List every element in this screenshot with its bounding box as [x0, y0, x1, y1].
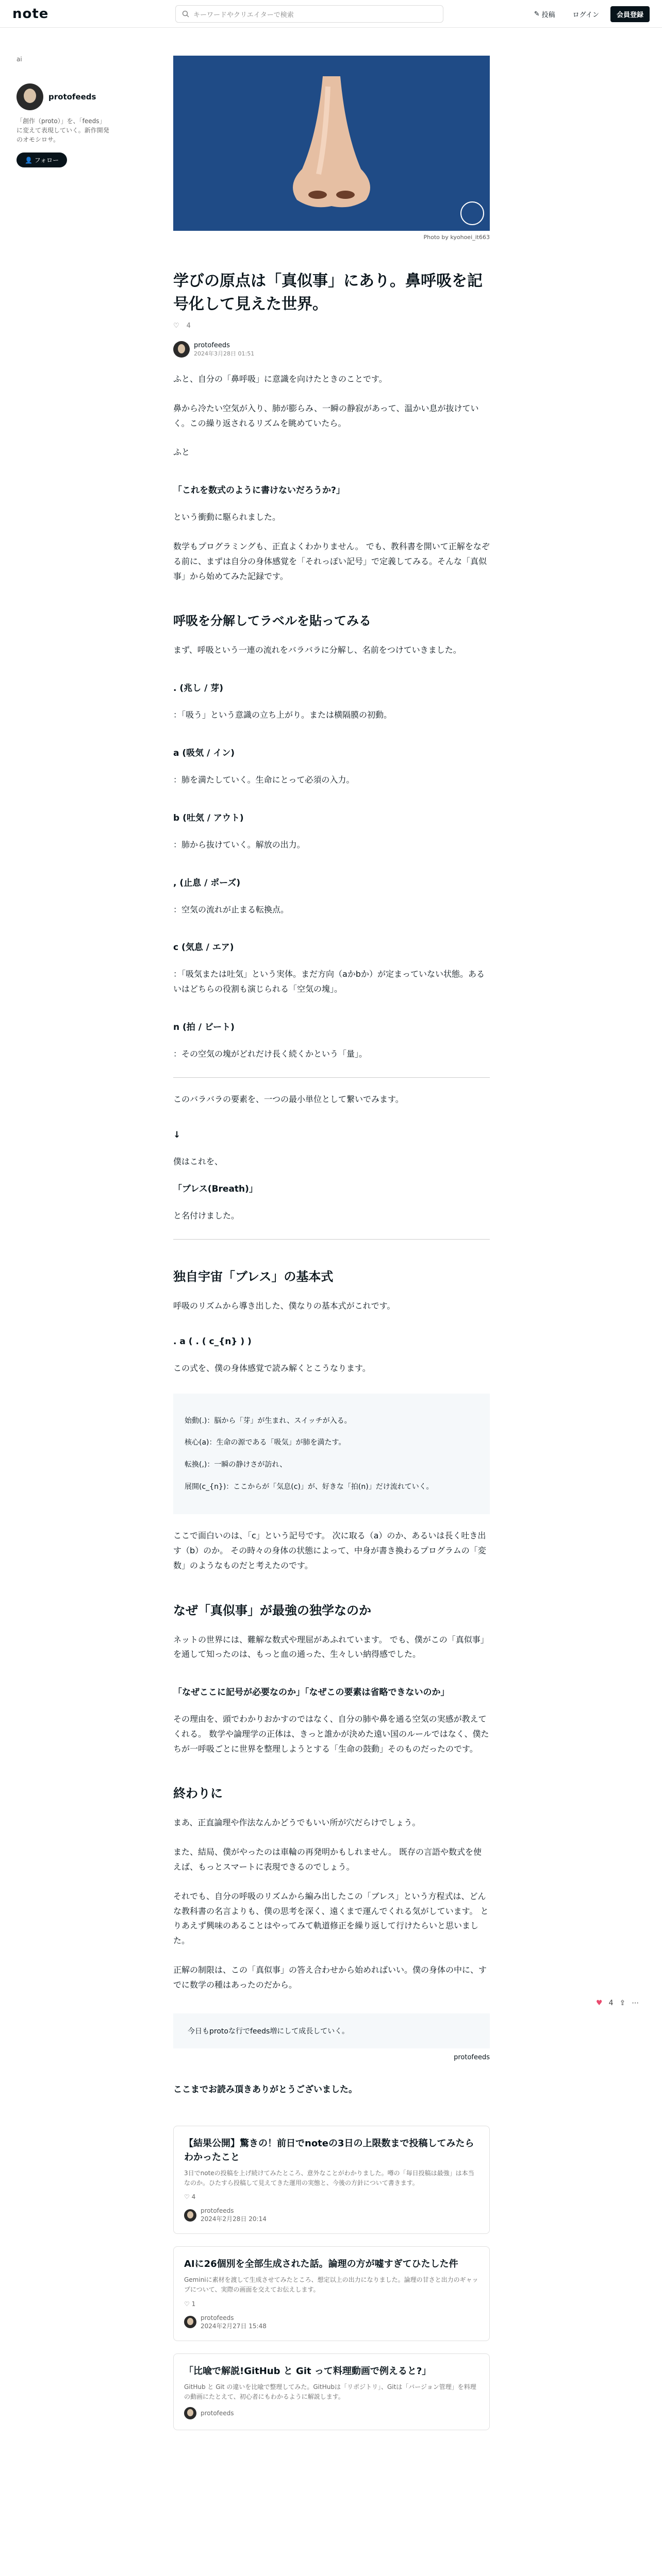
- article-title: 学びの原点は「真似事」にあり。鼻呼吸を記号化して見えた世界。: [173, 272, 483, 313]
- formula-line: 展開(c_{n})：ここからが「気息(c)」が、好きな「拍(n)」だけ流れていく。: [185, 1482, 434, 1491]
- thanks-text: ここまでお読み頂きありがとうございました。: [173, 2084, 357, 2095]
- signature: protofeeds: [454, 2053, 490, 2061]
- quote-box: 今日もprotoな行でfeeds増にして成長していく。: [173, 2013, 490, 2048]
- section-heading: 独自宇宙「ブレス」の基本式: [173, 1269, 334, 1284]
- paragraph: この式を、僕の身体感覚で読み解くとこうなります。: [173, 1363, 371, 1373]
- related-snippet: Geminiに素材を渡して生成させてみたところ、想定以上の出力になりました。論理の甘さと出力のギャップについて、実際の画面を交えてお伝えします。: [184, 2276, 478, 2294]
- subheading: , (止息 / ポーズ): [173, 877, 241, 888]
- subheading: 「ブレス(Breath)」: [173, 1184, 258, 1195]
- paragraph: ふと、自分の「鼻呼吸」に意識を向けたときのことです。: [173, 374, 387, 384]
- paragraph: ：肺を満たしていく。生命にとって必須の入力。: [173, 774, 355, 785]
- paragraph: ネットの世界には、難解な数式や理屈があふれています。 でも、僕がこの「真似事」を通して知ったのは、もっと血の通った、生々しい納得感でした。: [173, 1634, 489, 1659]
- section-heading: 呼吸を分解してラベルを貼ってみる: [173, 614, 371, 629]
- like-count: 4: [186, 322, 191, 330]
- floating-actions: [596, 1999, 639, 2007]
- login-button[interactable]: ログイン: [572, 11, 599, 19]
- signup-button[interactable]: 会員登録: [610, 6, 650, 22]
- related-likes: ♡ 4: [184, 2193, 196, 2201]
- related-author: protofeeds: [201, 2207, 234, 2215]
- related-card[interactable]: [173, 2353, 490, 2430]
- related-card[interactable]: [173, 2126, 490, 2234]
- formula-box: [173, 1394, 490, 1514]
- paragraph: ふと: [173, 447, 190, 457]
- post-button[interactable]: [528, 6, 561, 22]
- divider: [173, 1239, 490, 1240]
- paragraph: ：その空気の塊がどれだけ長く続くかという「量」。: [173, 1048, 368, 1059]
- subheading: ↓: [173, 1129, 181, 1140]
- related-author: protofeeds: [201, 2410, 234, 2417]
- heart-icon[interactable]: ♥: [596, 1999, 603, 2007]
- paragraph: ここで面白いのは、「c」という記号です。 次に取る（a）のか、あるいは長く吐き出す（b）のか。 その時々の身体の状態によって、中身が書き換わるプログラムの「変数」のようなものだと考えたのです。: [173, 1531, 486, 1570]
- paragraph: と名付けました。: [173, 1211, 240, 1221]
- divider: [173, 1077, 490, 1078]
- nose-illustration: [173, 56, 490, 231]
- paragraph: 鼻から冷たい空気が入り、肺が膨らみ、一瞬の静寂があって、温かい息が抜けていく。この繰り返されるリズムを眺めていたら。: [173, 403, 479, 428]
- user-plus-icon: 👤: [25, 157, 35, 164]
- subheading: 「なぜここに記号が必要なのか」「なぜこの要素は省略できないのか」: [173, 1687, 450, 1698]
- formula-line: 始動(.)：脳から「芽」が生まれ、スイッチが入る。: [185, 1416, 352, 1425]
- author-name[interactable]: protofeeds: [48, 92, 96, 101]
- note-logo[interactable]: note: [12, 6, 49, 22]
- paragraph: まず、呼吸という一連の流れをバラバラに分解し、名前をつけていきました。: [173, 645, 461, 655]
- related-snippet: GitHub と Git の違いを比喩で整理してみた。GitHubは「リポジトリ」、Gitは「バージョン管理」を料理の動画にたとえて、初心者にもわかるように解説します。: [184, 2383, 476, 2400]
- subheading: . (兆し / 芽): [173, 683, 223, 694]
- paragraph: 数学もプログラミングも、正直よくわかりません。 でも、教科書を開いて正解をなぞる前に、まずは自分の身体感覚を「それっぽい記号」で定義してみる。そんな「真似事」から始めてみた記録です。: [173, 541, 490, 581]
- formula-line: 核心(a)：生命の源である「吸気」が肺を満たす。: [185, 1438, 346, 1447]
- search-input[interactable]: [175, 5, 443, 23]
- paragraph: それでも、自分の呼吸のリズムから編み出したこの「ブレス」という方程式は、どんな教科書の名言よりも、僕の思考を深く、遠くまで運んでくれる気がしています。 とりあえず興味のあることはやってみて軌道修正を繰り返して行けたらいと思いました。: [173, 1891, 489, 1946]
- related-card[interactable]: [173, 2246, 490, 2341]
- top-header: [0, 0, 662, 28]
- related-avatar[interactable]: [184, 2316, 196, 2328]
- paragraph: ：「吸う」という意識の立ち上がり。または横隔膜の初動。: [173, 710, 392, 720]
- author-sidebar: [16, 56, 109, 167]
- paragraph: 僕はこれを、: [173, 1156, 223, 1166]
- subheading: a (吸気 / イン): [173, 748, 235, 758]
- author-description: 「創作（proto）」を、「feeds」に変えて表現していく。新作開発のオモシロサ。: [16, 117, 109, 143]
- author-name-small[interactable]: protofeeds: [194, 341, 230, 349]
- subheading: c (気息 / エア): [173, 942, 234, 953]
- heart-icon[interactable]: ♡: [173, 322, 179, 330]
- related-snippet: 3日でnoteの投稿を上げ続けてみたところ、意外なことがわかりました。噂の「毎日投稿は最強」は本当なのか。ひたすら投稿して見えてきた運用の実態と、今後の方針について書きます。: [184, 2169, 474, 2187]
- post-date: 2024年3月28日 01:51: [194, 350, 255, 357]
- paragraph: その理由を、頭でわかりおかすのではなく、自分の肺や鼻を通る空気の実感が教えてくれる。 数学や論理学の正体は、きっと誰かが決めた遠い国のルールではなく、僕たちが一呼吸ごとに世界を整理しようとする「生命の鼓動」そのものだったのです。: [173, 1714, 489, 1754]
- paragraph: という衝動に駆られました。: [173, 512, 281, 522]
- related-title[interactable]: AIに26個別を全部生成された話。論理の方が嘘すぎてひたした件: [184, 2259, 458, 2270]
- hero-image: [173, 56, 490, 231]
- paragraph: まあ、正直論理や作法なんかどうでもいい所が穴だらけでしょう。: [173, 1818, 421, 1828]
- related-articles: [173, 2126, 490, 2431]
- subheading: b (吐気 / アウト): [173, 812, 244, 823]
- author-avatar[interactable]: [173, 341, 190, 358]
- article-body: [173, 372, 490, 2048]
- subheading: n (拍 / ビート): [173, 1022, 235, 1032]
- paragraph: ：肺から抜けていく。解放の出力。: [173, 839, 305, 850]
- related-author: protofeeds: [201, 2314, 234, 2321]
- paragraph: ：「吸気または吐気」という実体。まだ方向（aかbか）が定まっていない状態。あるいはどちらの役割も演じられる「空気の塊」。: [173, 969, 485, 994]
- related-title[interactable]: 「比喩で解説!GitHub と Git って料理動画で例えると?」: [184, 2365, 432, 2377]
- related-date: 2024年2月27日 15:48: [201, 2322, 267, 2330]
- category-label: ai: [16, 56, 22, 63]
- follow-label: フォロー: [34, 157, 59, 164]
- section-heading: 終わりに: [173, 1786, 223, 1801]
- avatar[interactable]: [16, 83, 43, 110]
- floating-like-count: 4: [608, 1999, 614, 2007]
- paragraph: ：空気の流れが止まる転換点。: [173, 904, 289, 914]
- paragraph: 呼吸のリズムから導き出した、僕なりの基本式がこれです。: [173, 1301, 395, 1311]
- share-icon[interactable]: ⇪: [619, 1999, 626, 2007]
- related-likes: ♡ 1: [184, 2300, 196, 2308]
- related-date: 2024年2月28日 20:14: [201, 2215, 267, 2223]
- pen-icon: ✎: [534, 10, 540, 18]
- formula-line: 転換(,)：一瞬の静けさが訪れ、: [185, 1460, 287, 1469]
- related-title[interactable]: 【結果公開】驚きの！前日でnoteの3日の上限数まで投稿してみたらわかったこと: [184, 2138, 474, 2163]
- image-credit: Photo by kyohoei_it663: [423, 234, 490, 241]
- search-placeholder: キーワードやクリエイターで検索: [193, 11, 294, 19]
- related-avatar[interactable]: [184, 2209, 196, 2222]
- subheading: . a ( . ( c_{n} ) ): [173, 1336, 252, 1347]
- article-main: [173, 56, 490, 2430]
- post-label: 投稿: [541, 11, 555, 19]
- paragraph: 正解の制限は、この「真似事」の答え合わせから始めればいい。僕の身体の中に、すでに数学の種はあったのだから。: [173, 1965, 487, 1990]
- search-icon: [182, 10, 189, 18]
- subheading: 「これを数式のように書けないだろうか?」: [173, 485, 345, 496]
- paragraph: また、結局、僕がやったのは車輪の再発明かもしれません。 既存の言語や数式を使えば、もっとスマートに表現できるのでしょう。: [173, 1847, 482, 1872]
- section-heading: なぜ「真似事」が最強の独学なのか: [173, 1603, 371, 1618]
- paragraph: このバラバラの要素を、一つの最小単位として繋いでみます。: [173, 1094, 404, 1104]
- more-icon[interactable]: ⋯: [632, 1999, 639, 2007]
- related-avatar[interactable]: [184, 2407, 196, 2419]
- follow-button[interactable]: [16, 152, 67, 167]
